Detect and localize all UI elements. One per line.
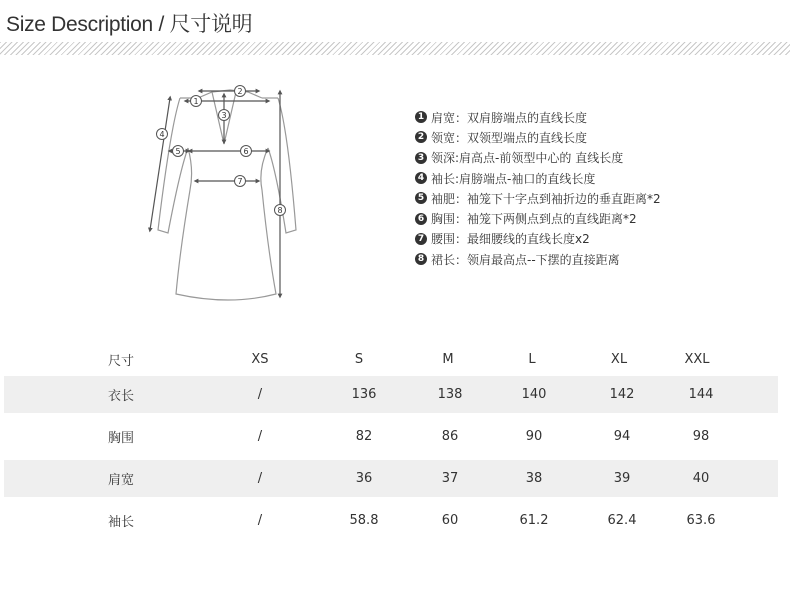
marker-3: 3 <box>221 111 227 120</box>
table-cell: 138 <box>437 387 463 402</box>
table-cell: 38 <box>525 471 543 486</box>
legend-item <box>415 229 775 249</box>
marker-1: 1 <box>193 97 199 106</box>
page-title <box>6 8 252 38</box>
legend-number: 2 <box>415 131 427 143</box>
marker-8: 8 <box>277 206 283 215</box>
column-header: M <box>442 351 454 367</box>
marker-6: 6 <box>243 147 249 156</box>
legend-item <box>415 127 775 147</box>
table-cell: 136 <box>351 387 377 402</box>
legend-text: 裙长：领肩最高点--下摆的直接距离 <box>431 252 620 267</box>
table-header-row <box>4 342 778 376</box>
marker-5: 5 <box>175 147 181 156</box>
page-header <box>0 0 790 42</box>
row-label: 肩宽 <box>107 473 134 488</box>
table-cell: 94 <box>613 429 631 444</box>
column-header: S <box>354 351 364 367</box>
table-row <box>4 502 778 539</box>
legend-number: 4 <box>415 172 427 184</box>
table-cell: 39 <box>613 471 631 486</box>
legend-text: 袖肥：袖笼下十字点到袖折边的垂直距离*2 <box>431 191 661 206</box>
table-cell: 61.2 <box>519 513 549 528</box>
legend-text: 袖长:肩膀端点-袖口的直线长度 <box>431 171 596 186</box>
column-header: XXL <box>684 351 710 367</box>
table-cell: / <box>257 387 263 402</box>
legend-item <box>415 168 775 188</box>
hatched-divider <box>0 42 790 55</box>
marker-4: 4 <box>159 130 165 139</box>
table-cell: 144 <box>688 387 714 402</box>
title-cn: 尺寸说明 <box>169 12 253 36</box>
column-header: L <box>528 351 536 367</box>
column-header: XL <box>610 351 628 367</box>
legend-text: 胸围：袖笼下两侧点到点的直线距离*2 <box>431 212 637 227</box>
marker-7: 7 <box>237 177 243 186</box>
table-cell: 82 <box>355 429 373 444</box>
measurement-lines <box>150 91 283 296</box>
table-cell: 90 <box>525 429 543 444</box>
legend-number: 8 <box>415 253 427 265</box>
legend-item <box>415 148 775 168</box>
table-cell: / <box>257 429 263 444</box>
table-cell: 62.4 <box>607 513 637 528</box>
row-label: 袖长 <box>107 515 134 530</box>
legend-number: 5 <box>415 192 427 204</box>
table-row <box>4 376 778 413</box>
row-label: 胸围 <box>107 431 134 446</box>
legend-number: 7 <box>415 233 427 245</box>
table-cell: / <box>257 513 263 528</box>
legend-item <box>415 249 775 269</box>
column-header: XS <box>251 351 269 367</box>
table-cell: 86 <box>441 429 459 444</box>
table-cell: 37 <box>441 471 459 486</box>
table-cell: 142 <box>609 387 635 402</box>
dress-outline <box>158 90 296 300</box>
legend-text: 领宽：双领型端点的直线长度 <box>431 130 588 145</box>
table-cell: 40 <box>692 471 710 486</box>
legend-number: 3 <box>415 152 427 164</box>
size-table <box>4 342 778 544</box>
table-cell: / <box>257 471 263 486</box>
legend-number: 1 <box>415 111 427 123</box>
table-cell: 60 <box>441 513 459 528</box>
table-row <box>4 460 778 497</box>
table-cell: 36 <box>355 471 373 486</box>
marker-2: 2 <box>237 87 243 96</box>
table-cell: 58.8 <box>349 513 379 528</box>
table-row <box>4 418 778 455</box>
measurement-legend <box>415 107 775 269</box>
row-label: 衣长 <box>107 389 134 404</box>
legend-item <box>415 208 775 228</box>
dress-measurement-diagram <box>140 80 300 305</box>
legend-item <box>415 107 775 127</box>
legend-text: 肩宽：双肩膀端点的直线长度 <box>431 110 588 125</box>
table-cell: 63.6 <box>686 513 716 528</box>
title-en: Size Description <box>6 13 153 36</box>
table-cell: 98 <box>692 429 710 444</box>
legend-text: 领深:肩高点-前领型中心的 直线长度 <box>431 151 624 166</box>
legend-item <box>415 188 775 208</box>
table-cell: 140 <box>521 387 547 402</box>
column-header: 尺寸 <box>107 353 134 369</box>
legend-text: 腰围：最细腰线的直线长度x2 <box>431 232 590 247</box>
title-separator: / <box>152 13 170 36</box>
legend-number: 6 <box>415 213 427 225</box>
